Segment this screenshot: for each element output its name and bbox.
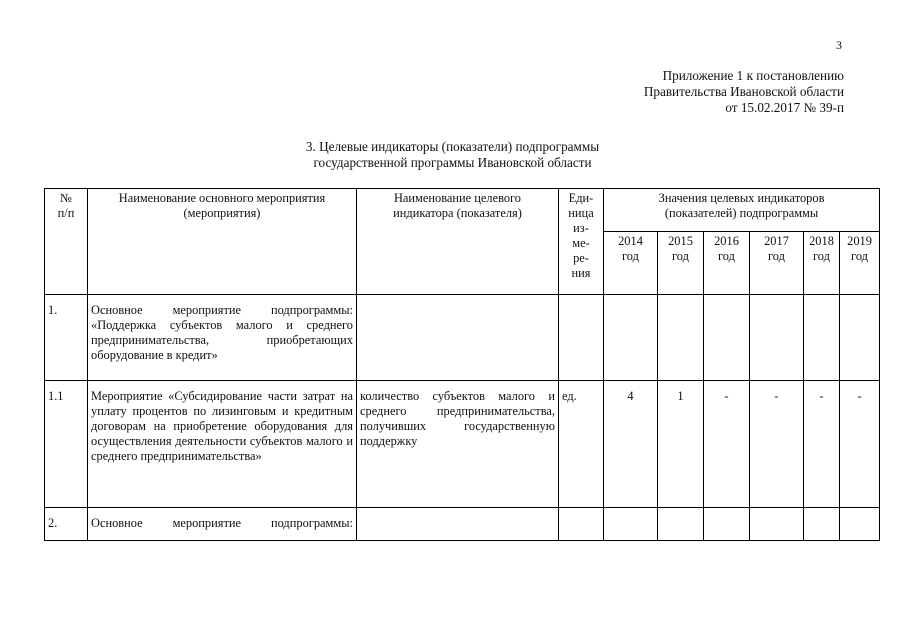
title-line: 3. Целевые индикаторы (показатели) подпрограммы [305,139,600,154]
row-value: - [704,381,750,508]
row-event: Мероприятие «Субсидирование части затрат на уплату процентов по лизинговым и кредитным договорам на приобретение оборудования для осуществления деятельности субъектов малого и среднего предпринимательства» [88,381,357,508]
indicators-table [44,188,880,541]
row-value [840,295,880,381]
header-year: 2019 год [840,232,880,295]
row-value [840,508,880,541]
header-num: № п/п [45,189,88,295]
row-value [804,508,840,541]
appendix-note [644,68,844,116]
header-year: 2017 год [750,232,804,295]
row-value [704,508,750,541]
header-values: Значения целевых индикаторов (показателей) подпрограммы [604,189,880,232]
row-value [658,508,704,541]
row-indicator: количество субъектов малого и среднего предпринимательства, получивших государственную поддержку [357,381,559,508]
row-value: - [804,381,840,508]
document-title [0,139,905,171]
row-value [804,295,840,381]
page-number: 3 [836,38,842,52]
row-unit [559,295,604,381]
table-row [45,381,880,508]
header-year: 2016 год [704,232,750,295]
row-value: - [840,381,880,508]
row-value [750,508,804,541]
header-year: 2015 год [658,232,704,295]
appendix-line: Приложение 1 к постановлению [662,68,844,83]
table-row [45,508,880,541]
row-value: 4 [604,381,658,508]
row-num: 2. [45,508,88,541]
row-value: 1 [658,381,704,508]
row-event: Основное мероприятие подпрограммы: «Поддержка субъектов малого и среднего предпринимательства, приобретающих оборудование в кредит» [88,295,357,381]
header-unit: Еди- ница из- ме- ре- ния [559,189,604,295]
row-value [658,295,704,381]
row-value [750,295,804,381]
row-indicator [357,295,559,381]
row-unit [559,508,604,541]
row-value [604,295,658,381]
header-event: Наименование основного мероприятия (мероприятия) [88,189,357,295]
row-value [704,295,750,381]
row-value: - [750,381,804,508]
table-row [45,295,880,381]
row-event: Основное мероприятие подпрограммы: [88,508,357,541]
row-num: 1.1 [45,381,88,508]
header-indicator: Наименование целевого индикатора (показателя) [357,189,559,295]
header-year: 2014 год [604,232,658,295]
appendix-line: Правительства Ивановской области [643,84,844,99]
header-year: 2018 год [804,232,840,295]
row-value [604,508,658,541]
appendix-line: от 15.02.2017 № 39-п [725,100,844,115]
row-num: 1. [45,295,88,381]
title-line: государственной программы Ивановской области [313,155,592,170]
row-unit: ед. [559,381,604,508]
header-row [45,189,880,232]
row-indicator [357,508,559,541]
